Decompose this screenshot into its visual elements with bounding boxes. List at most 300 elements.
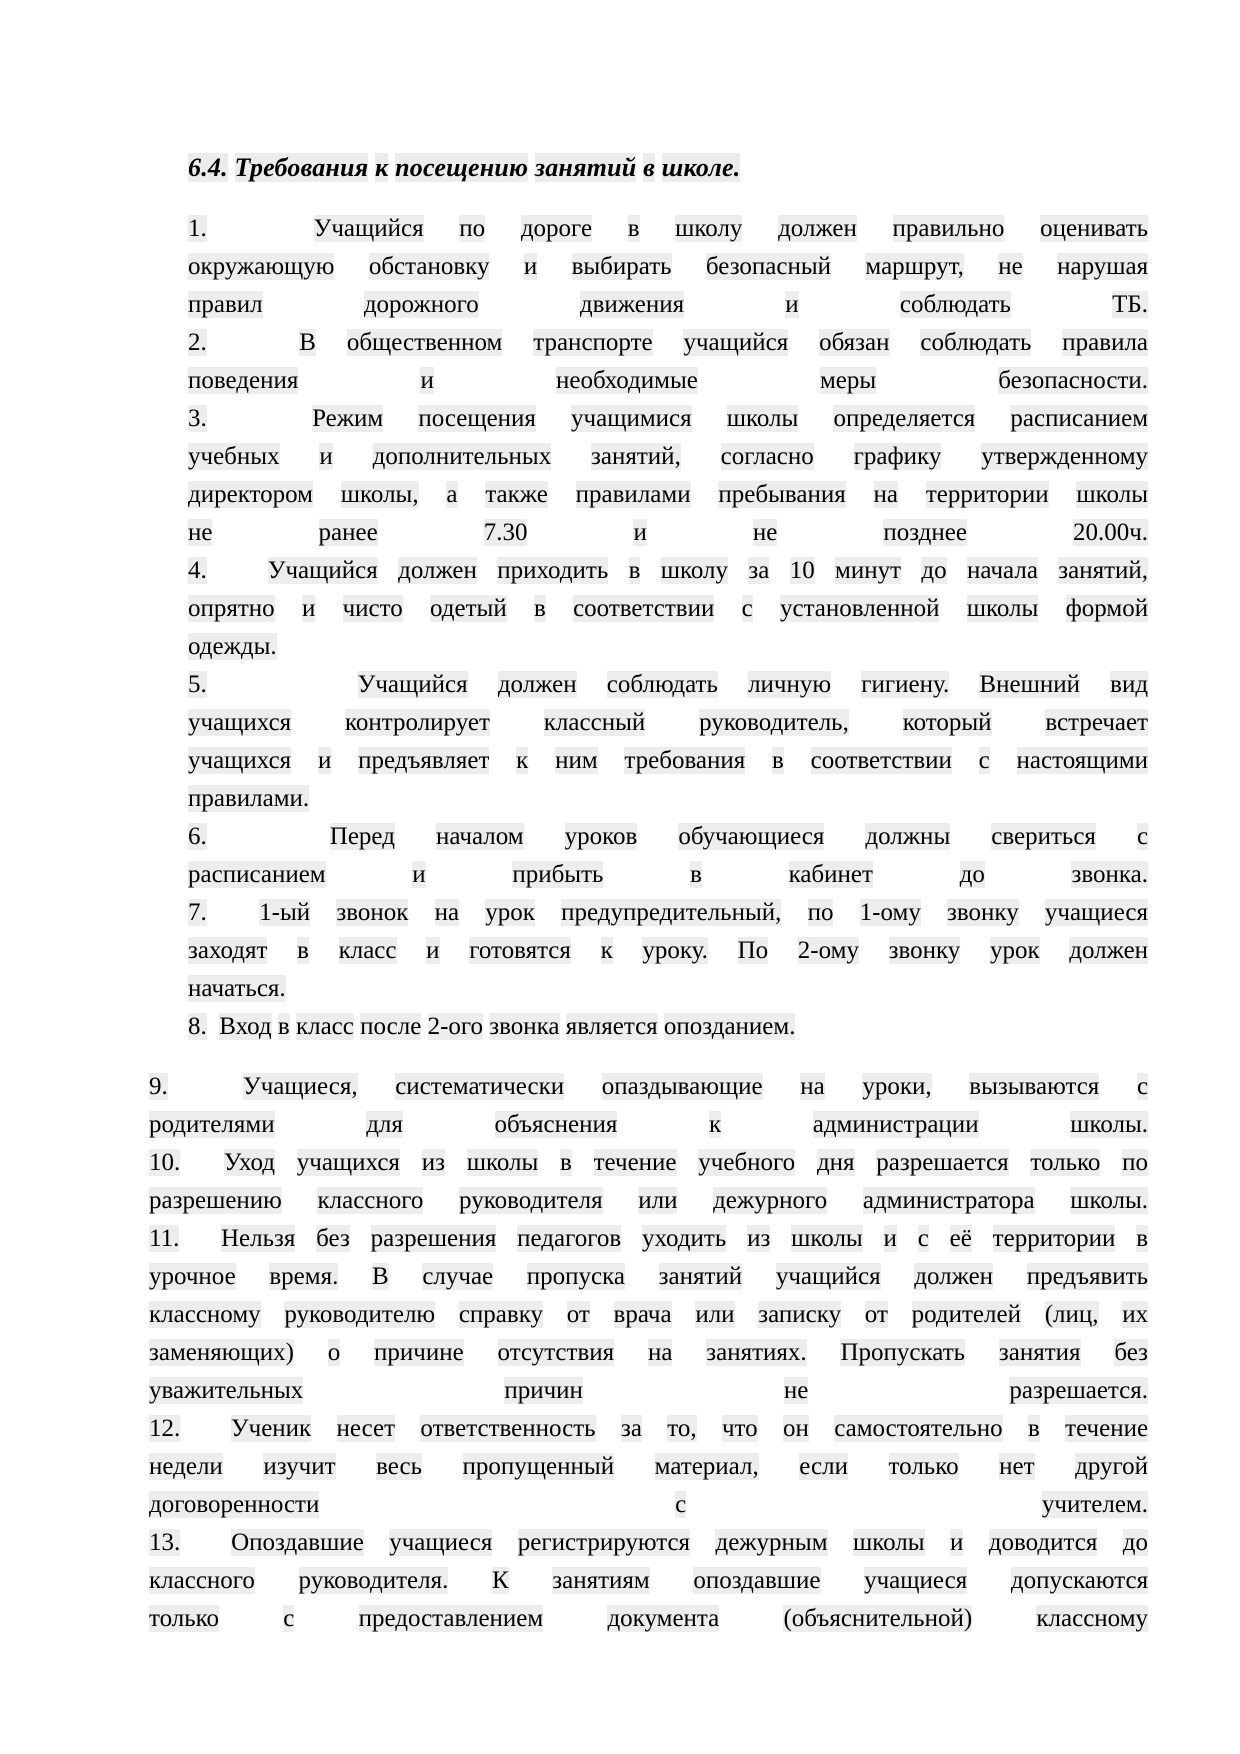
word: урочное: [149, 1263, 236, 1290]
word: опаздывающие: [601, 1073, 763, 1100]
word: к: [600, 937, 613, 964]
text-line: [149, 1486, 1148, 1524]
word: школы: [791, 1225, 863, 1252]
word: учащихся: [188, 747, 292, 774]
word: Режим: [312, 405, 384, 432]
word: только: [149, 1605, 220, 1632]
word: с: [1136, 823, 1149, 850]
word: в: [643, 153, 655, 182]
word: общественном: [346, 329, 503, 356]
word: учащиеся: [389, 1529, 493, 1556]
word: 13.: [149, 1529, 181, 1556]
word: школу: [660, 557, 729, 584]
text-line: [149, 1068, 1148, 1106]
word: дорожного: [363, 291, 479, 318]
rule-item-6: [188, 818, 1148, 894]
word: предупредительный,: [561, 899, 782, 926]
text-line: [188, 400, 1148, 438]
word: посещения: [418, 405, 536, 432]
word: 8.: [188, 1013, 207, 1040]
word: документа: [607, 1605, 720, 1632]
word: должны: [865, 823, 951, 850]
word: дежурным: [715, 1529, 828, 1556]
rules-section-1-8: [188, 210, 1148, 1046]
word: звонку: [888, 937, 961, 964]
word: с: [1136, 1073, 1149, 1100]
word: время.: [269, 1263, 339, 1290]
word: обучающиеся: [678, 823, 825, 850]
word: начаться.: [188, 975, 286, 1002]
text-line: [188, 780, 1148, 818]
rule-item-2: [188, 324, 1148, 400]
word: учебных: [188, 443, 280, 470]
word: соблюдать: [899, 291, 1011, 318]
word: класс: [295, 1013, 354, 1040]
word: в: [297, 937, 309, 964]
word: для: [366, 1111, 403, 1138]
word: руководителю: [284, 1301, 436, 1328]
word: Учащийся: [267, 557, 378, 584]
word: должен: [778, 215, 857, 242]
word: звонку: [947, 899, 1019, 926]
word: вызываются: [969, 1073, 1100, 1100]
word: соответствии: [810, 747, 952, 774]
word: случае: [422, 1263, 494, 1290]
text-line: [188, 286, 1148, 324]
word: отсутствия: [497, 1339, 615, 1366]
word: установленной: [779, 595, 940, 622]
word: прибыть: [512, 861, 604, 888]
word: настоящими: [1016, 747, 1149, 774]
word: пропущенный: [462, 1453, 615, 1480]
word: меры: [819, 367, 877, 394]
rule-item-8: [188, 1008, 1148, 1046]
rule-item-1: [188, 210, 1148, 324]
word: Ученик: [230, 1415, 312, 1442]
text-line: [188, 324, 1148, 362]
word: учителем.: [1041, 1491, 1149, 1518]
word: разрешается.: [1009, 1377, 1149, 1404]
word: руководитель,: [699, 709, 849, 736]
word: 2-ого: [427, 1013, 484, 1040]
rule-item-4: [188, 552, 1148, 666]
word: пребывания: [718, 481, 846, 508]
word: опозданием.: [663, 1013, 796, 1040]
word: на: [647, 1339, 673, 1366]
word: Перед: [329, 823, 395, 850]
word: Пропускать: [840, 1339, 966, 1366]
word: расписанием: [188, 861, 326, 888]
word: доводится: [988, 1529, 1098, 1556]
word: школы: [1076, 481, 1148, 508]
word: не: [188, 519, 213, 546]
text-line: [188, 1008, 1148, 1046]
word: урок: [989, 937, 1040, 964]
word: и: [523, 253, 538, 280]
text-line: [188, 856, 1148, 894]
text-line: [188, 552, 1148, 590]
word: звонка: [489, 1013, 560, 1040]
word: является: [565, 1013, 658, 1040]
word: 9.: [149, 1073, 168, 1100]
word: школы.: [1070, 1111, 1149, 1138]
word: самостоятельно: [834, 1415, 1003, 1442]
word: систематически: [395, 1073, 565, 1100]
word: на: [434, 899, 460, 926]
word: Учащиеся,: [243, 1073, 358, 1100]
word: чисто: [342, 595, 403, 622]
word: звонка.: [1071, 861, 1148, 888]
word: учащийся: [775, 1263, 881, 1290]
word: правилами.: [188, 785, 310, 812]
text-line: [149, 1258, 1148, 1296]
word: допускаются: [1010, 1567, 1149, 1594]
word: в: [1028, 1415, 1040, 1442]
text-line: [149, 1600, 1148, 1638]
text-line: [188, 894, 1148, 932]
word: который: [902, 709, 992, 736]
word: врача: [613, 1301, 672, 1328]
document-title: [188, 150, 1148, 186]
word: по: [1122, 1149, 1149, 1176]
text-line: [188, 932, 1148, 970]
word: нарушая: [1057, 253, 1149, 280]
word: или: [695, 1301, 735, 1328]
word: до: [959, 861, 985, 888]
word: В: [371, 1263, 389, 1290]
word: графику: [853, 443, 942, 470]
word: утвержденному: [981, 443, 1149, 470]
word: безопасности.: [998, 367, 1149, 394]
word: и: [317, 747, 332, 774]
text-line: [188, 210, 1148, 248]
word: Внешний: [979, 671, 1080, 698]
word: готовятся: [469, 937, 571, 964]
word: разрешению: [149, 1187, 282, 1214]
word: обстановку: [368, 253, 490, 280]
document-body: [149, 150, 1148, 1638]
word: определяется: [833, 405, 976, 432]
rule-item-10: [149, 1144, 1148, 1220]
word: то,: [667, 1415, 697, 1442]
word: Вход: [219, 1013, 272, 1040]
word: ранее: [318, 519, 378, 546]
word: согласно: [720, 443, 814, 470]
word: должен: [914, 1263, 994, 1290]
word: занятиям: [552, 1567, 650, 1594]
word: не: [752, 519, 778, 546]
word: уважительных: [149, 1377, 304, 1404]
word: занятий: [534, 153, 637, 182]
word: несет: [336, 1415, 396, 1442]
word: 1-ый: [259, 899, 311, 926]
word: 3.: [188, 405, 207, 432]
word: позднее: [883, 519, 967, 546]
text-line: [188, 742, 1148, 780]
word: к: [516, 747, 529, 774]
word: необходимые: [555, 367, 698, 394]
text-line: [188, 818, 1148, 856]
word: родителями: [149, 1111, 275, 1138]
text-line: [149, 1524, 1148, 1562]
word: директором: [188, 481, 313, 508]
word: оценивать: [1040, 215, 1149, 242]
rule-item-5: [188, 666, 1148, 818]
word: и: [319, 443, 333, 470]
word: уроков: [564, 823, 638, 850]
word: школы: [466, 1149, 539, 1176]
word: разрешения: [370, 1225, 497, 1252]
text-line: [188, 590, 1148, 628]
word: школы: [852, 1529, 925, 1556]
word: руководителя: [459, 1187, 603, 1214]
word: требования: [624, 747, 746, 774]
word: расписанием: [1010, 405, 1149, 432]
word: маршрут,: [865, 253, 964, 280]
word: к: [375, 153, 389, 182]
word: 1-ому: [859, 899, 921, 926]
word: до: [1122, 1529, 1149, 1556]
word: движения: [579, 291, 685, 318]
text-line: [149, 1372, 1148, 1410]
word: недели: [149, 1453, 223, 1480]
word: и: [426, 937, 440, 964]
word: 6.: [188, 823, 207, 850]
word: занятий,: [591, 443, 681, 470]
word: классному: [149, 1301, 261, 1328]
word: Уход: [223, 1149, 275, 1176]
word: по: [807, 899, 834, 926]
word: от: [864, 1301, 888, 1328]
text-line: [188, 704, 1148, 742]
word: ТБ.: [1112, 291, 1149, 318]
word: на: [800, 1073, 825, 1100]
word: учащимися: [571, 405, 692, 432]
word: 6.4.: [188, 153, 228, 182]
word: что: [721, 1415, 758, 1442]
word: из: [747, 1225, 771, 1252]
word: одетый: [430, 595, 507, 622]
text-line: [188, 362, 1148, 400]
text-line: [188, 666, 1148, 704]
word: 7.30: [483, 519, 528, 546]
word: из: [421, 1149, 445, 1176]
word: урок: [485, 899, 535, 926]
word: классный: [543, 709, 646, 736]
word: началом: [435, 823, 524, 850]
word: за: [620, 1415, 642, 1442]
word: правил: [188, 291, 263, 318]
word: если: [799, 1453, 848, 1480]
word: Нельзя: [220, 1225, 296, 1252]
word: в: [534, 595, 546, 622]
word: 20.00ч.: [1072, 519, 1149, 546]
word: педагогов: [517, 1225, 622, 1252]
word: договоренности: [149, 1491, 320, 1518]
word: ответственность: [420, 1415, 596, 1442]
word: 2-ому: [797, 937, 859, 964]
word: занятиях.: [706, 1339, 807, 1366]
word: 11.: [149, 1225, 180, 1252]
word: личную: [748, 671, 832, 698]
word: по: [459, 215, 486, 242]
word: учащиеся: [1044, 899, 1149, 926]
word: соблюдать: [606, 671, 718, 698]
word: до: [921, 557, 947, 584]
word: уроку.: [642, 937, 708, 964]
word: дежурного: [713, 1187, 828, 1214]
text-line: [188, 476, 1148, 514]
word: территории: [992, 1225, 1116, 1252]
word: Учащийся: [313, 215, 424, 242]
word: (объяснительной): [783, 1605, 973, 1632]
word: должен: [497, 671, 577, 698]
word: и: [883, 1225, 897, 1252]
word: с: [978, 747, 990, 774]
word: только: [888, 1453, 959, 1480]
word: школе.: [661, 153, 741, 182]
word: заменяющих): [149, 1339, 294, 1366]
text-line: [188, 514, 1148, 552]
word: опоздавшие: [693, 1567, 821, 1594]
word: после: [360, 1013, 422, 1040]
text-line: [188, 438, 1148, 476]
word: дороге: [520, 215, 593, 242]
word: течение: [1065, 1415, 1149, 1442]
word: школы: [966, 595, 1039, 622]
text-line: [188, 628, 1148, 666]
rule-item-12: [149, 1410, 1148, 1524]
rule-item-11: [149, 1220, 1148, 1410]
word: администратора: [862, 1187, 1035, 1214]
word: Опоздавшие: [231, 1529, 364, 1556]
word: школы,: [340, 481, 419, 508]
word: правила: [1062, 329, 1149, 356]
word: регистрируются: [517, 1529, 691, 1556]
word: уходить: [641, 1225, 727, 1252]
word: выбирать: [571, 253, 672, 280]
word: 12.: [149, 1415, 181, 1442]
word: 1.: [188, 215, 207, 242]
word: одежды.: [188, 633, 277, 660]
word: и: [633, 519, 647, 546]
word: разрешается: [876, 1149, 1009, 1176]
word: контролирует: [345, 709, 490, 736]
word: в: [628, 557, 641, 584]
word: классному: [1036, 1605, 1149, 1632]
word: гигиену.: [861, 671, 950, 698]
word: звонок: [336, 899, 409, 926]
word: с: [741, 595, 753, 622]
word: школу: [675, 215, 743, 242]
word: свериться: [991, 823, 1096, 850]
rule-item-7: [188, 894, 1148, 1008]
word: школы.: [1070, 1187, 1149, 1214]
text-line: [149, 1220, 1148, 1258]
word: руководителя.: [298, 1567, 449, 1594]
word: правилами: [575, 481, 691, 508]
word: 2.: [188, 329, 207, 356]
word: к: [708, 1111, 722, 1138]
word: другой: [1075, 1453, 1149, 1480]
word: К: [491, 1567, 509, 1594]
word: без: [1114, 1339, 1148, 1366]
word: записку: [758, 1301, 842, 1328]
word: и: [412, 861, 426, 888]
text-line: [149, 1182, 1148, 1220]
word: причине: [374, 1339, 464, 1366]
word: учащихся: [188, 709, 292, 736]
word: уроки,: [862, 1073, 932, 1100]
word: материал,: [654, 1453, 759, 1480]
word: занятий,: [1058, 557, 1149, 584]
word: весь: [376, 1453, 422, 1480]
word: окружающую: [188, 253, 335, 280]
word: учащихся: [296, 1149, 400, 1176]
word: поведения: [188, 367, 299, 394]
word: встречает: [1045, 709, 1149, 736]
word: за: [748, 557, 770, 584]
text-line: [149, 1448, 1148, 1486]
word: учебного: [698, 1149, 796, 1176]
text-line: [149, 1296, 1148, 1334]
word: от: [566, 1301, 590, 1328]
word: и: [420, 367, 434, 394]
rule-item-13: [149, 1524, 1148, 1638]
word: дополнительных: [372, 443, 552, 470]
word: 10: [789, 557, 815, 584]
word: администрации: [812, 1111, 979, 1138]
word: причин: [504, 1377, 583, 1404]
word: только: [1030, 1149, 1101, 1176]
word: родителей: [911, 1301, 1021, 1328]
word: нет: [999, 1453, 1035, 1480]
word: транспорте: [533, 329, 653, 356]
word: без: [316, 1225, 350, 1252]
word: должен: [398, 557, 477, 584]
word: приходить: [497, 557, 609, 584]
word: пропуска: [526, 1263, 626, 1290]
word: 7.: [188, 899, 207, 926]
word: кабинет: [788, 861, 873, 888]
text-line: [149, 1334, 1148, 1372]
word: Требования: [234, 153, 369, 182]
word: в: [627, 215, 640, 242]
word: их: [1122, 1301, 1149, 1328]
word: территории: [925, 481, 1049, 508]
word: класс: [338, 937, 397, 964]
word: По: [737, 937, 769, 964]
word: с: [675, 1491, 687, 1518]
word: не: [998, 253, 1023, 280]
word: соответствии: [573, 595, 715, 622]
word: начала: [966, 557, 1038, 584]
word: на: [873, 481, 899, 508]
word: школы: [726, 405, 799, 432]
word: изучит: [263, 1453, 336, 1480]
word: занятий: [658, 1263, 743, 1290]
word: с: [917, 1225, 929, 1252]
word: занятия: [998, 1339, 1081, 1366]
word: не: [783, 1377, 809, 1404]
word: с: [283, 1605, 295, 1632]
word: он: [782, 1415, 809, 1442]
word: соблюдать: [920, 329, 1032, 356]
word: предъявить: [1026, 1263, 1149, 1290]
word: в: [690, 861, 702, 888]
word: посещению: [395, 153, 529, 182]
rules-section-9-13: [149, 1068, 1148, 1638]
